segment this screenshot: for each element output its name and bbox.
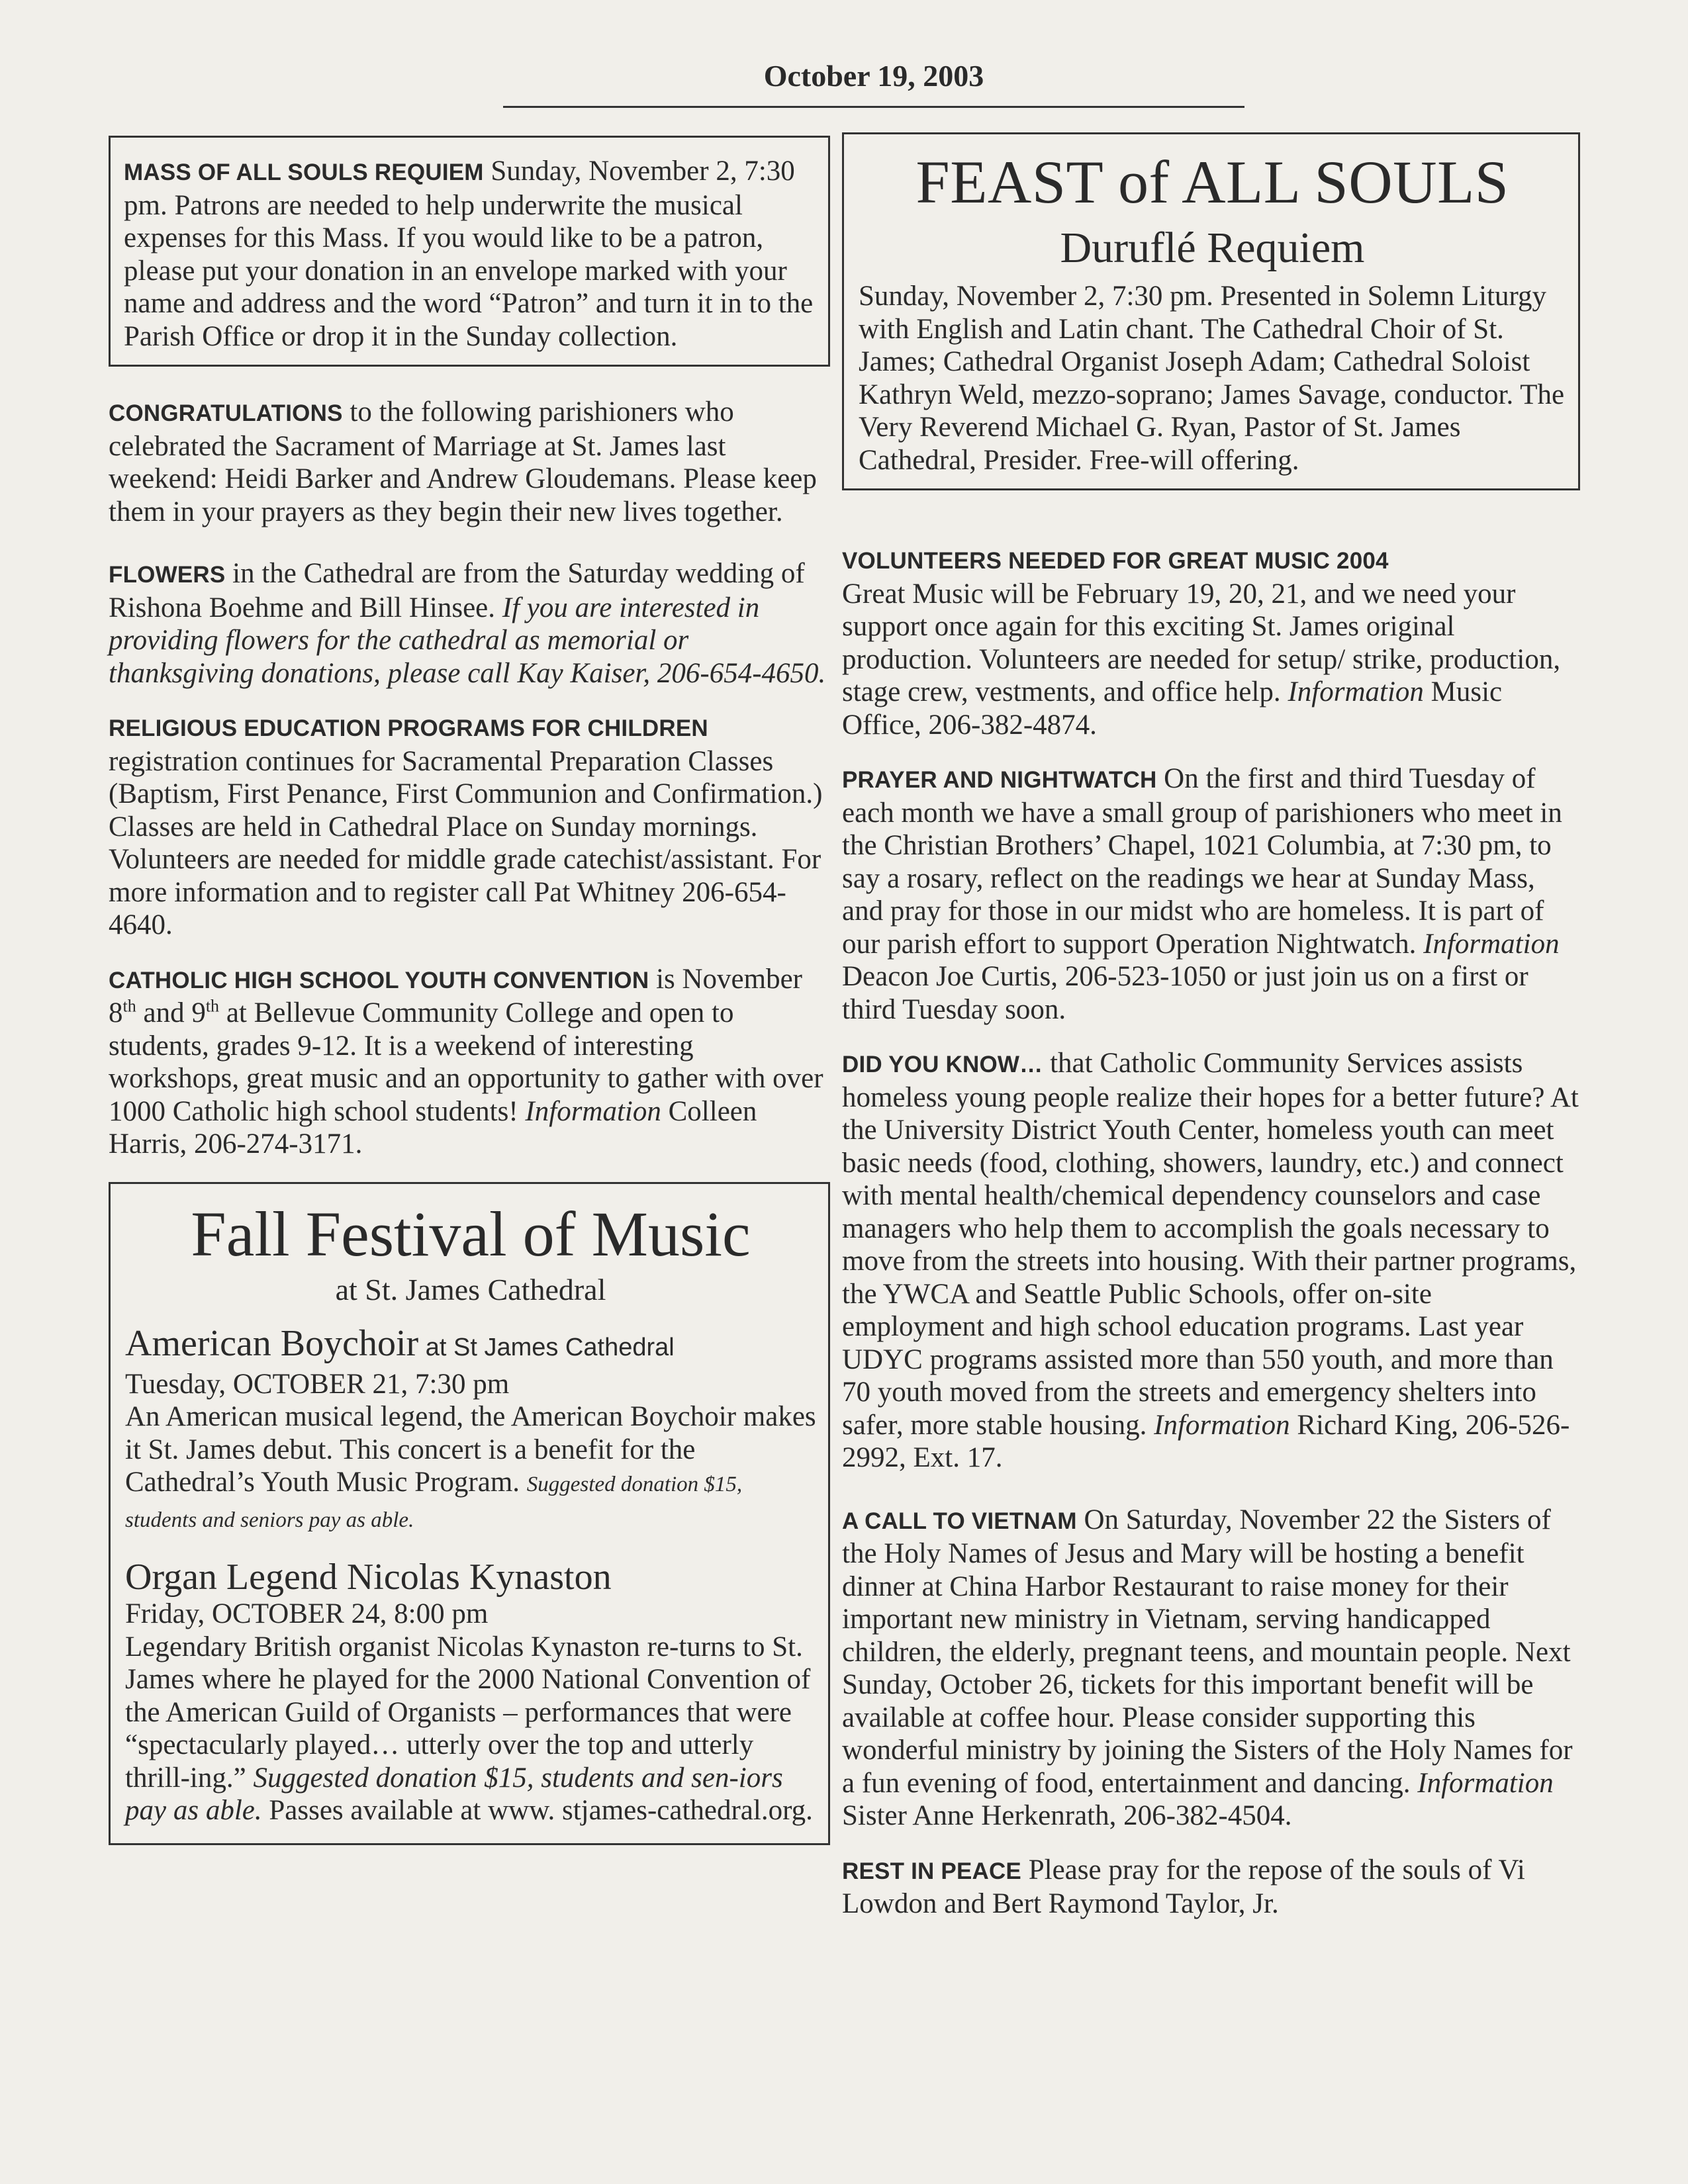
youth-convention-text-a: is November 8 (109, 963, 802, 1028)
flowers-heading: FLOWERS (109, 562, 226, 588)
bulletin-date: October 19, 2003 (763, 59, 984, 93)
event-kynaston (125, 1557, 816, 1827)
event-kynaston-body (125, 1631, 816, 1827)
religious-ed-text: registration continues for Sacramental Preparation Classes (Baptism, First Penance, First Communion and Confirmation.) Classes are held in Cathedral Place on Sunday mornings. Volunteers are needed for middle grade catechist/assistant. For more information and to register call Pat Whitney 206-654-4640. (109, 745, 823, 940)
youth-convention-text-b: and 9 (136, 997, 206, 1028)
vietnam-info-text: Sister Anne Herkenrath, 206-382-4504. (842, 1800, 1292, 1831)
fall-festival-title: Fall Festival of Music (191, 1198, 751, 1269)
prayer-info-label: Information (1423, 928, 1560, 960)
did-you-know-info-label: Information (1154, 1409, 1290, 1441)
mass-requiem-box (109, 136, 830, 367)
volunteers-paragraph (842, 543, 1580, 741)
flowers-paragraph (109, 557, 830, 690)
mass-requiem-paragraph (124, 155, 814, 353)
vietnam-paragraph (842, 1504, 1580, 1833)
rest-in-peace-text: Please pray for the repose of the souls of Vi Lowdon and Bert Raymond Taylor, Jr. (842, 1854, 1525, 1919)
did-you-know-info-text: Richard King, 206-526-2992, Ext. 17. (842, 1409, 1570, 1473)
fall-festival-box (109, 1182, 830, 1845)
did-you-know-text: that Catholic Community Services assists homeless young people realize their hopes for a better future? At the University District Youth Center, homeless youth can meet basic needs (food, clothing, showers, laundry, etc.) and connect with mental health/chemical dependency counselors and case managers who help them to accomplish the goals necessary to move from the streets into housing. With their partner programs, the YWCA and Seattle Public Schools, offer on-site employment and high school education programs. Last year UDYC programs assisted more than 550 youth, and more than 70 youth moved from the streets and emergency shelters into safer, more stable housing. (842, 1048, 1579, 1441)
mass-requiem-text: Sunday, November 2, 7:30 pm. Patrons are needed to help underwrite the musical expenses for this Mass. If you would like to be a patron, please put your donation in an envelope marked with your name and address and the word “Patron” and turn it in to the Parish Office or drop it in the Sunday collection. (124, 156, 814, 352)
prayer-heading: PRAYER AND NIGHTWATCH (842, 767, 1157, 793)
event-kynaston-text: Legendary British organist Nicolas Kynaston re-turns to St. James where he played for the 2000 National Convention of the American Guild of Organists – performances that were “spectacularly played… utterly over the top and utterly thrill-ing.” (125, 1631, 811, 1794)
event-kynaston-date: Friday, OCTOBER 24, 8:00 pm (125, 1598, 489, 1629)
event-kynaston-tail: Passes available at www. stjames-cathedral.org. (261, 1795, 813, 1826)
event-kynaston-note: Suggested donation $15, students and sen-iors pay as able. (125, 1762, 783, 1826)
event-boychoir-body (125, 1400, 816, 1537)
prayer-text: On the first and third Tuesday of each month we have a small group of parishioners who meet in the Christian Brothers’ Chapel, 1021 Columbia, at 7:30 pm, to say a rosary, reflect on the readings we hear at Sunday Mass, and pray for those in our midst who are homeless. It is part of our parish effort to support Operation Nightwatch. (842, 763, 1562, 960)
flowers-text: in the Cathedral are from the Saturday wedding of Rishona Boehme and Bill Hinsee. (109, 558, 805, 623)
event-boychoir-date: Tuesday, OCTOBER 21, 7:30 pm (125, 1368, 510, 1400)
religious-ed-paragraph (109, 711, 830, 942)
event-boychoir-note: Suggested donation $15, students and seniors pay as able. (125, 1473, 743, 1532)
left-column (109, 136, 830, 1845)
event-boychoir-text: An American musical legend, the American Boychoir makes it St. James debut. This concert is a benefit for the Cathedral’s Youth Music Program. (125, 1401, 816, 1498)
flowers-italic: If you are interested in providing flowers for the cathedral as memorial or thanksgiving donations, please call Kay Kaiser, 206-654-4650. (109, 592, 826, 689)
volunteers-heading: VOLUNTEERS NEEDED FOR GREAT MUSIC 2004 (842, 548, 1389, 574)
youth-convention-sup-b: th (205, 996, 220, 1016)
right-column (842, 132, 1580, 1921)
vietnam-heading: A CALL TO VIETNAM (842, 1508, 1077, 1534)
prayer-info-text: Deacon Joe Curtis, 206-523-1050 or just join us on a first or third Tuesday soon. (842, 961, 1528, 1025)
did-you-know-heading: DID YOU KNOW… (842, 1052, 1043, 1077)
fall-festival-subtitle: at St. James Cathedral (335, 1272, 606, 1306)
feast-text: Sunday, November 2, 7:30 pm. Presented in Solemn Liturgy with English and Latin chant. The Cathedral Choir of St. James; Cathedral Organist Joseph Adam; Cathedral Soloist Kathryn Weld, mezzo-soprano; James Savage, conductor. The Very Reverend Michael G. Ryan, Pastor of St. James Cathedral, Presider. Free-will offering. (859, 281, 1565, 476)
vietnam-info-label: Information (1417, 1767, 1554, 1799)
feast-subtitle: Duruflé Requiem (1060, 224, 1365, 272)
rest-in-peace-heading: REST IN PEACE (842, 1858, 1021, 1884)
event-boychoir-venue: at St James Cathedral (418, 1333, 675, 1361)
youth-convention-paragraph (109, 963, 830, 1161)
mass-requiem-heading: MASS OF ALL SOULS REQUIEM (124, 159, 484, 185)
youth-convention-info-label: Information (525, 1095, 661, 1127)
volunteers-info-text: Music Office, 206-382-4874. (842, 676, 1503, 741)
prayer-paragraph (842, 762, 1580, 1026)
congratulations-text: to the following parishioners who celebrated the Sacrament of Marriage at St. James last weekend: Heidi Barker and Andrew Gloudemans. Please keep them in your prayers as they begin their new lives together. (109, 396, 817, 527)
event-boychoir (125, 1323, 816, 1537)
event-kynaston-title: Organ Legend Nicolas Kynaston (125, 1557, 612, 1598)
religious-ed-heading: RELIGIOUS EDUCATION PROGRAMS FOR CHILDREN (109, 715, 708, 741)
youth-convention-info-text: Colleen Harris, 206-274-3171. (109, 1095, 757, 1160)
congratulations-paragraph (109, 396, 830, 528)
event-boychoir-heading (125, 1323, 816, 1368)
did-you-know-paragraph (842, 1047, 1580, 1475)
volunteers-text: Great Music will be February 19, 20, 21, and we need your support once again for this exciting St. James original production. Volunteers are needed for setup/ strike, production, stage crew, vestments, and office help. (842, 578, 1561, 707)
vietnam-text: On Saturday, November 22 the Sisters of the Holy Names of Jesus and Mary will be hosting a benefit dinner at China Harbor Restaurant to raise money for their important new ministry in Vietnam, serving handicapped children, the elderly, pregnant teens, and mountain people. Next Sunday, October 26, tickets for this important benefit will be available at coffee hour. Please consider supporting this wonderful ministry by joining the Sisters of the Holy Names for a fun evening of food, entertainment and dancing. (842, 1504, 1573, 1799)
feast-title: FEAST of ALL SOULS (915, 148, 1509, 216)
feast-all-souls-box (842, 132, 1580, 490)
rest-in-peace-paragraph (842, 1854, 1580, 1921)
youth-convention-heading: CATHOLIC HIGH SCHOOL YOUTH CONVENTION (109, 967, 649, 993)
event-boychoir-title: American Boychoir (125, 1322, 419, 1364)
youth-convention-sup-a: th (122, 996, 136, 1016)
youth-convention-text-c: at Bellevue Community College and open to students, grades 9-12. It is a weekend of interesting workshops, great music and an opportunity to gather with over 1000 Catholic high school students! (109, 997, 823, 1127)
volunteers-info-label: Information (1288, 676, 1424, 707)
header-rule (503, 106, 1244, 108)
congratulations-heading: CONGRATULATIONS (109, 400, 343, 426)
